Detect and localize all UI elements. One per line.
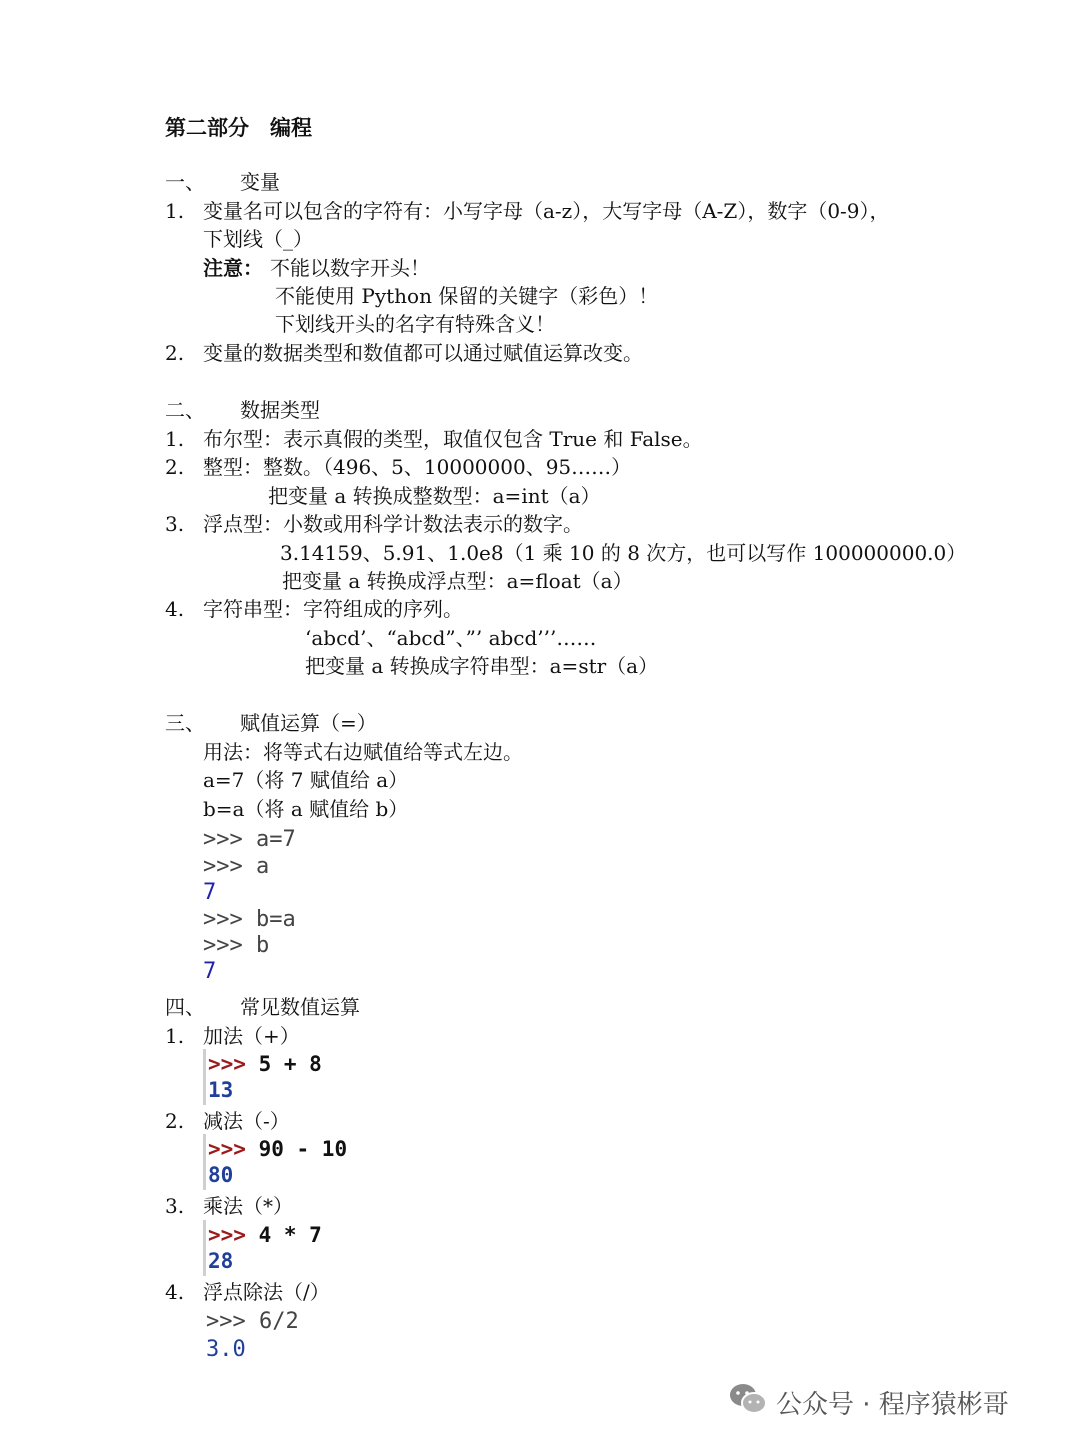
section-4-number: 四、 xyxy=(165,995,205,1019)
item-number: 1. xyxy=(165,1024,185,1048)
console-margin xyxy=(203,1049,206,1105)
item-number: 3. xyxy=(165,512,185,536)
item-text: 字符串型：字符组成的序列。 xyxy=(203,597,463,621)
console-expression: 4 * 7 xyxy=(258,1223,322,1247)
item-text: 下划线（_） xyxy=(203,227,313,251)
watermark-text: 公众号 · 程序猿彬哥 xyxy=(776,1390,1009,1420)
console-line: >>> a=7 xyxy=(203,827,296,852)
item-number: 2. xyxy=(165,455,185,479)
console-expression: 90 - 10 xyxy=(258,1137,348,1161)
item-text: 整型：整数。（496、5、10000000、95……） xyxy=(203,455,632,479)
note-text: 不能使用 Python 保留的关键字（彩色）！ xyxy=(275,284,659,308)
note-text: 下划线开头的名字有特殊含义！ xyxy=(275,312,555,336)
example-text: a=7（将 7 赋值给 a） xyxy=(203,768,409,792)
operation-label: 浮点除法（/） xyxy=(203,1280,330,1304)
item-subtext: 把变量 a 转换成整数型：a=int（a） xyxy=(268,484,601,508)
console-prompt: >>> xyxy=(208,1137,246,1161)
section-3-number: 三、 xyxy=(165,711,205,735)
item-number: 4. xyxy=(165,597,185,621)
note-text: 不能以数字开头！ xyxy=(270,256,430,280)
console-expression: 6/2 xyxy=(259,1309,299,1334)
item-number: 1. xyxy=(165,199,185,223)
item-text: 布尔型：表示真假的类型，取值仅包含 True 和 False。 xyxy=(203,427,703,451)
item-text: 变量的数据类型和数值都可以通过赋值运算改变。 xyxy=(203,341,643,365)
item-number: 1. xyxy=(165,427,185,451)
console-output: 7 xyxy=(203,959,217,984)
console-output: 28 xyxy=(208,1249,234,1273)
item-subtext: 把变量 a 转换成浮点型：a=float（a） xyxy=(282,569,633,593)
console-line: >>> a xyxy=(203,854,270,879)
wechat-icon xyxy=(728,1381,768,1424)
section-2-heading: 数据类型 xyxy=(240,398,320,422)
operation-label: 乘法（*） xyxy=(203,1194,293,1218)
item-number: 3. xyxy=(165,1194,185,1218)
console-margin xyxy=(203,1220,206,1276)
watermark xyxy=(728,1381,1009,1424)
console-line: >>> b=a xyxy=(203,907,296,932)
console-output: 7 xyxy=(203,880,217,905)
section-4-heading: 常见数值运算 xyxy=(240,995,360,1019)
page-title: 第二部分 编程 xyxy=(165,115,312,140)
section-2-number: 二、 xyxy=(165,398,205,422)
item-text: 变量名可以包含的字符有：小写字母（a-z），大写字母（A-Z），数字（0-9）， xyxy=(203,199,890,223)
console-line xyxy=(206,1309,299,1335)
note-label: 注意： xyxy=(203,256,263,280)
console-prompt: >>> xyxy=(206,1309,246,1334)
console-line xyxy=(208,1051,322,1077)
example-text: b=a（将 a 赋值给 b） xyxy=(203,797,409,821)
console-margin xyxy=(203,1134,206,1190)
usage-text: 用法：将等式右边赋值给等式左边。 xyxy=(203,740,523,764)
console-line xyxy=(208,1222,322,1248)
console-prompt: >>> xyxy=(208,1223,246,1247)
item-subtext: 把变量 a 转换成字符串型：a=str（a） xyxy=(305,654,659,678)
console-output: 13 xyxy=(208,1078,234,1102)
console-line: >>> b xyxy=(203,933,270,958)
console-prompt: >>> xyxy=(208,1052,246,1076)
section-1-number: 一、 xyxy=(165,170,205,194)
section-3-heading: 赋值运算（=） xyxy=(240,711,377,735)
console-output: 3.0 xyxy=(206,1337,246,1362)
section-1-heading: 变量 xyxy=(240,170,280,194)
operation-label: 减法（-） xyxy=(203,1109,290,1133)
console-line xyxy=(208,1136,347,1162)
item-text: 浮点型：小数或用科学计数法表示的数字。 xyxy=(203,512,583,536)
item-number: 2. xyxy=(165,1109,185,1133)
item-number: 4. xyxy=(165,1280,185,1304)
console-output: 80 xyxy=(208,1163,234,1187)
item-subtext: 3.14159、5.91、1.0e8（1 乘 10 的 8 次方，也可以写作 100000000.0） xyxy=(280,541,967,565)
item-subtext: ‘abcd’、“abcd”、”’ abcd’’’…… xyxy=(305,626,597,650)
console-expression: 5 + 8 xyxy=(258,1052,322,1076)
item-number: 2. xyxy=(165,341,185,365)
operation-label: 加法（+） xyxy=(203,1024,300,1048)
